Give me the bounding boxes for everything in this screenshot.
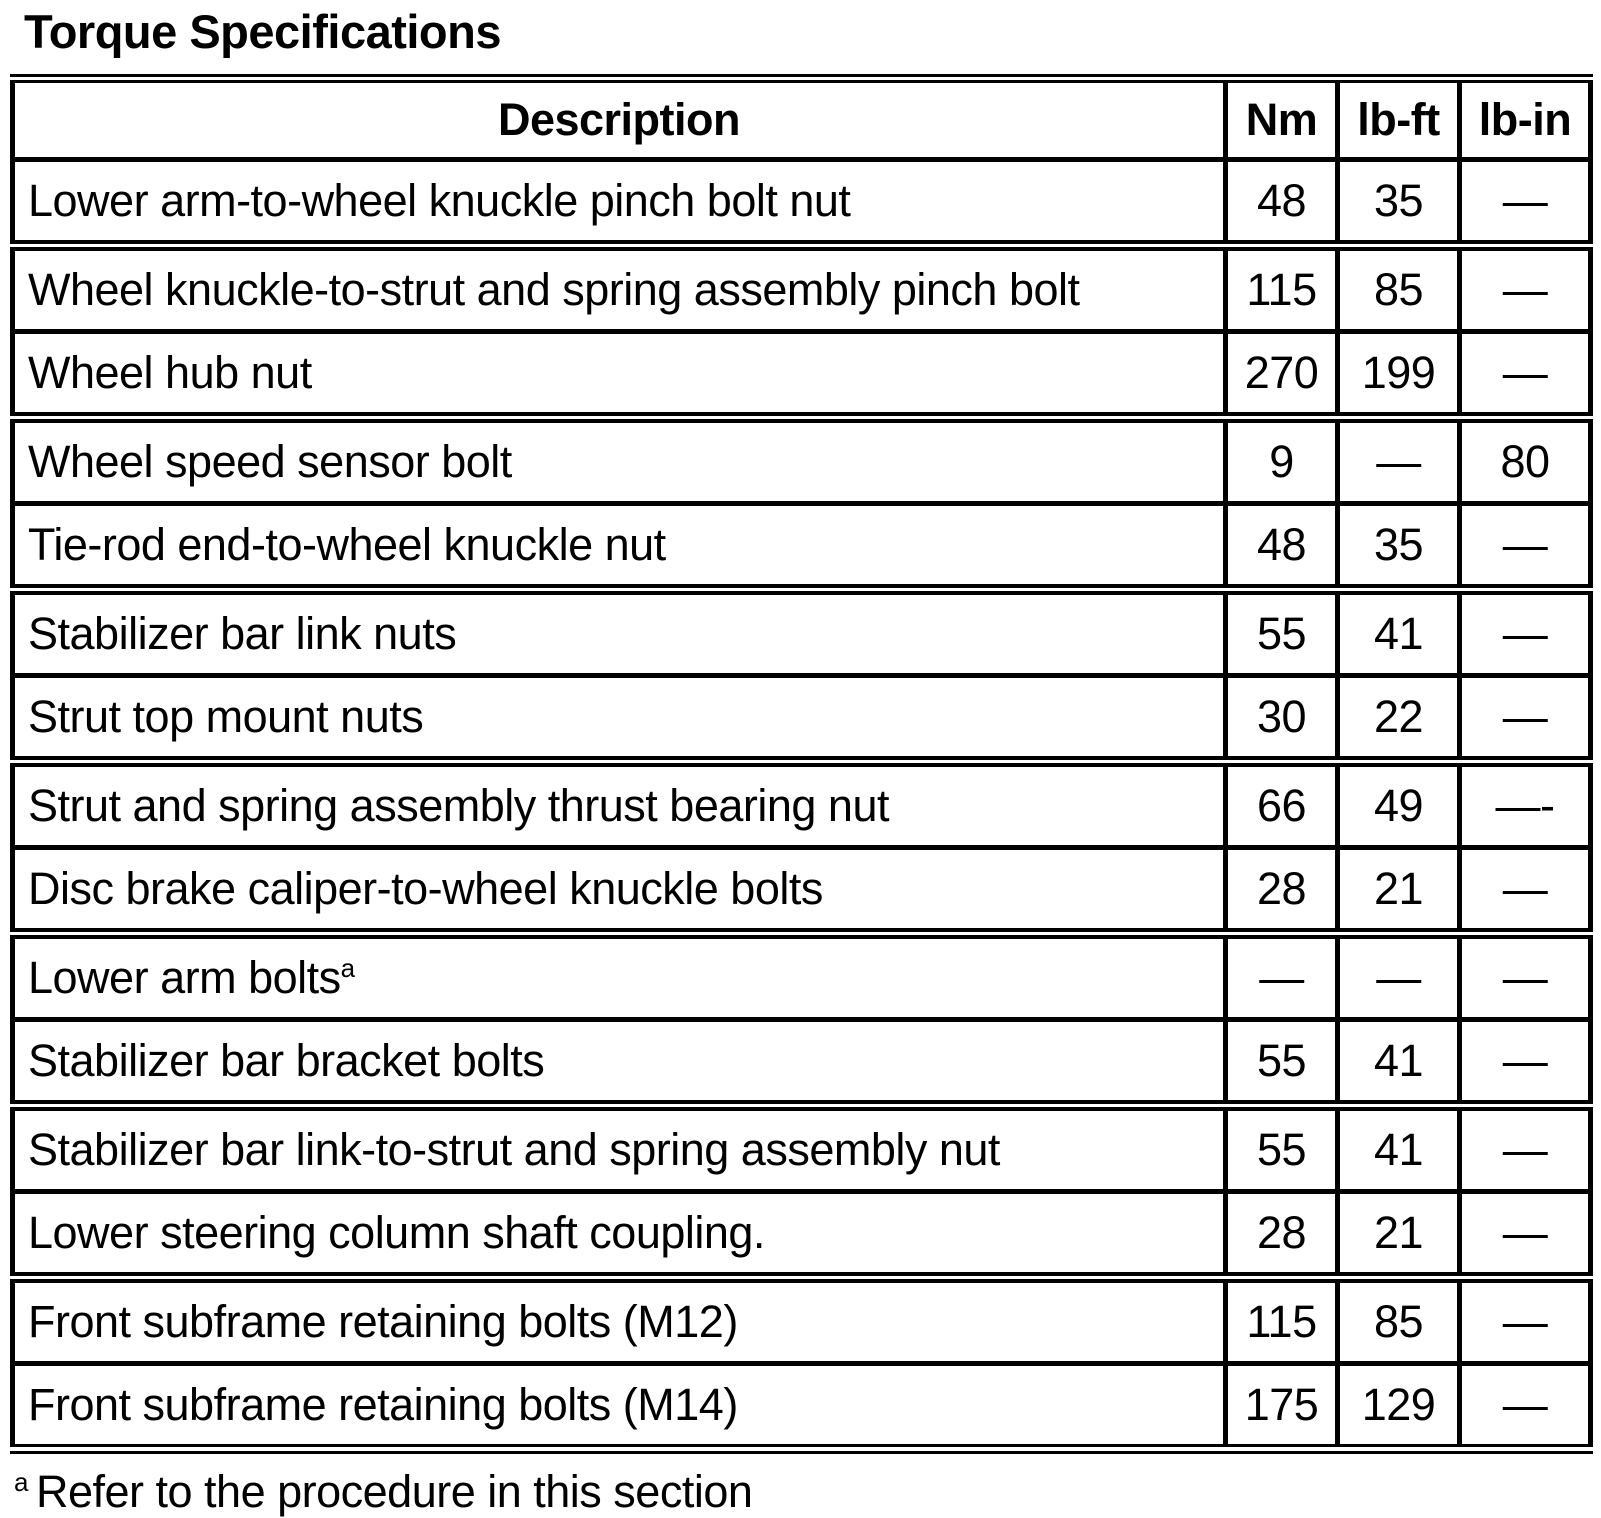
- footnote-marker: a: [340, 952, 355, 983]
- cell-lb-in: —-: [1460, 761, 1591, 847]
- cell-lb-in: —: [1460, 1363, 1591, 1449]
- cell-lb-ft: 199: [1338, 331, 1460, 417]
- cell-lb-ft: 129: [1338, 1363, 1460, 1449]
- cell-nm: 28: [1226, 1191, 1338, 1277]
- cell-nm: 55: [1226, 589, 1338, 675]
- cell-description: Lower arm-to-wheel knuckle pinch bolt nut: [13, 159, 1226, 245]
- cell-nm: 270: [1226, 331, 1338, 417]
- cell-lb-in: —: [1460, 1105, 1591, 1191]
- cell-lb-ft: 22: [1338, 675, 1460, 761]
- cell-nm: 30: [1226, 675, 1338, 761]
- cell-lb-in: —: [1460, 1277, 1591, 1363]
- table-row: [13, 245, 1591, 331]
- cell-nm: 115: [1226, 245, 1338, 331]
- cell-description-text: Lower arm bolts: [28, 951, 341, 1003]
- cell-lb-in: —: [1460, 331, 1591, 417]
- cell-description: Wheel knuckle-to-strut and spring assembly pinch bolt: [13, 245, 1226, 331]
- cell-description: Stabilizer bar bracket bolts: [13, 1019, 1226, 1105]
- cell-lb-in: —: [1460, 933, 1591, 1019]
- cell-lb-ft: 85: [1338, 1277, 1460, 1363]
- cell-description: [13, 933, 1226, 1019]
- table-row: [13, 589, 1591, 675]
- table-row: [13, 159, 1591, 245]
- cell-nm: 28: [1226, 847, 1338, 933]
- cell-nm: 55: [1226, 1019, 1338, 1105]
- cell-nm: 48: [1226, 503, 1338, 589]
- cell-description: Stabilizer bar link-to-strut and spring assembly nut: [13, 1105, 1226, 1191]
- cell-lb-ft: 41: [1338, 1105, 1460, 1191]
- cell-description: Front subframe retaining bolts (M14): [13, 1363, 1226, 1449]
- cell-lb-in: —: [1460, 589, 1591, 675]
- cell-nm: 66: [1226, 761, 1338, 847]
- cell-lb-in: —: [1460, 1191, 1591, 1277]
- col-header-lb-in: lb-in: [1460, 78, 1591, 159]
- table-row: [13, 847, 1591, 933]
- footnote-marker: a: [14, 1466, 28, 1497]
- cell-description: Lower steering column shaft coupling.: [13, 1191, 1226, 1277]
- col-header-lb-ft: lb-ft: [1338, 78, 1460, 159]
- table-row: [13, 1105, 1591, 1191]
- cell-lb-in: 80: [1460, 417, 1591, 503]
- cell-lb-ft: 35: [1338, 159, 1460, 245]
- cell-lb-ft: —: [1338, 417, 1460, 503]
- footnote: [14, 1466, 1601, 1518]
- cell-lb-ft: —: [1338, 933, 1460, 1019]
- cell-nm: 9: [1226, 417, 1338, 503]
- footnote-text: Refer to the procedure in this section: [35, 1465, 753, 1517]
- cell-description: Stabilizer bar link nuts: [13, 589, 1226, 675]
- cell-lb-ft: 21: [1338, 1191, 1460, 1277]
- col-header-description: Description: [13, 78, 1226, 159]
- cell-lb-in: —: [1460, 503, 1591, 589]
- table-row: [13, 503, 1591, 589]
- cell-description: Wheel speed sensor bolt: [13, 417, 1226, 503]
- cell-nm: 175: [1226, 1363, 1338, 1449]
- cell-lb-ft: 35: [1338, 503, 1460, 589]
- cell-description: Front subframe retaining bolts (M12): [13, 1277, 1226, 1363]
- cell-description: Wheel hub nut: [13, 331, 1226, 417]
- cell-description: Disc brake caliper-to-wheel knuckle bolts: [13, 847, 1226, 933]
- cell-lb-in: —: [1460, 245, 1591, 331]
- cell-lb-in: —: [1460, 159, 1591, 245]
- torque-specifications-table: [10, 74, 1593, 1454]
- table-row: [13, 1277, 1591, 1363]
- table-row: [13, 1019, 1591, 1105]
- table-row: [13, 417, 1591, 503]
- cell-lb-ft: 41: [1338, 589, 1460, 675]
- table-row: [13, 933, 1591, 1019]
- cell-description: Tie-rod end-to-wheel knuckle nut: [13, 503, 1226, 589]
- table-row: [13, 1191, 1591, 1277]
- cell-description: Strut top mount nuts: [13, 675, 1226, 761]
- cell-lb-ft: 21: [1338, 847, 1460, 933]
- table-row: [13, 675, 1591, 761]
- header-row: [13, 78, 1591, 159]
- cell-nm: 55: [1226, 1105, 1338, 1191]
- cell-lb-in: —: [1460, 675, 1591, 761]
- table-row: [13, 761, 1591, 847]
- cell-nm: 115: [1226, 1277, 1338, 1363]
- cell-lb-in: —: [1460, 1019, 1591, 1105]
- table-row: [13, 331, 1591, 417]
- cell-nm: 48: [1226, 159, 1338, 245]
- cell-nm: —: [1226, 933, 1338, 1019]
- cell-lb-in: —: [1460, 847, 1591, 933]
- cell-lb-ft: 49: [1338, 761, 1460, 847]
- table-row: [13, 1363, 1591, 1449]
- cell-lb-ft: 41: [1338, 1019, 1460, 1105]
- cell-lb-ft: 85: [1338, 245, 1460, 331]
- col-header-nm: Nm: [1226, 78, 1338, 159]
- cell-description: Strut and spring assembly thrust bearing nut: [13, 761, 1226, 847]
- page-title: Torque Specifications: [24, 5, 501, 58]
